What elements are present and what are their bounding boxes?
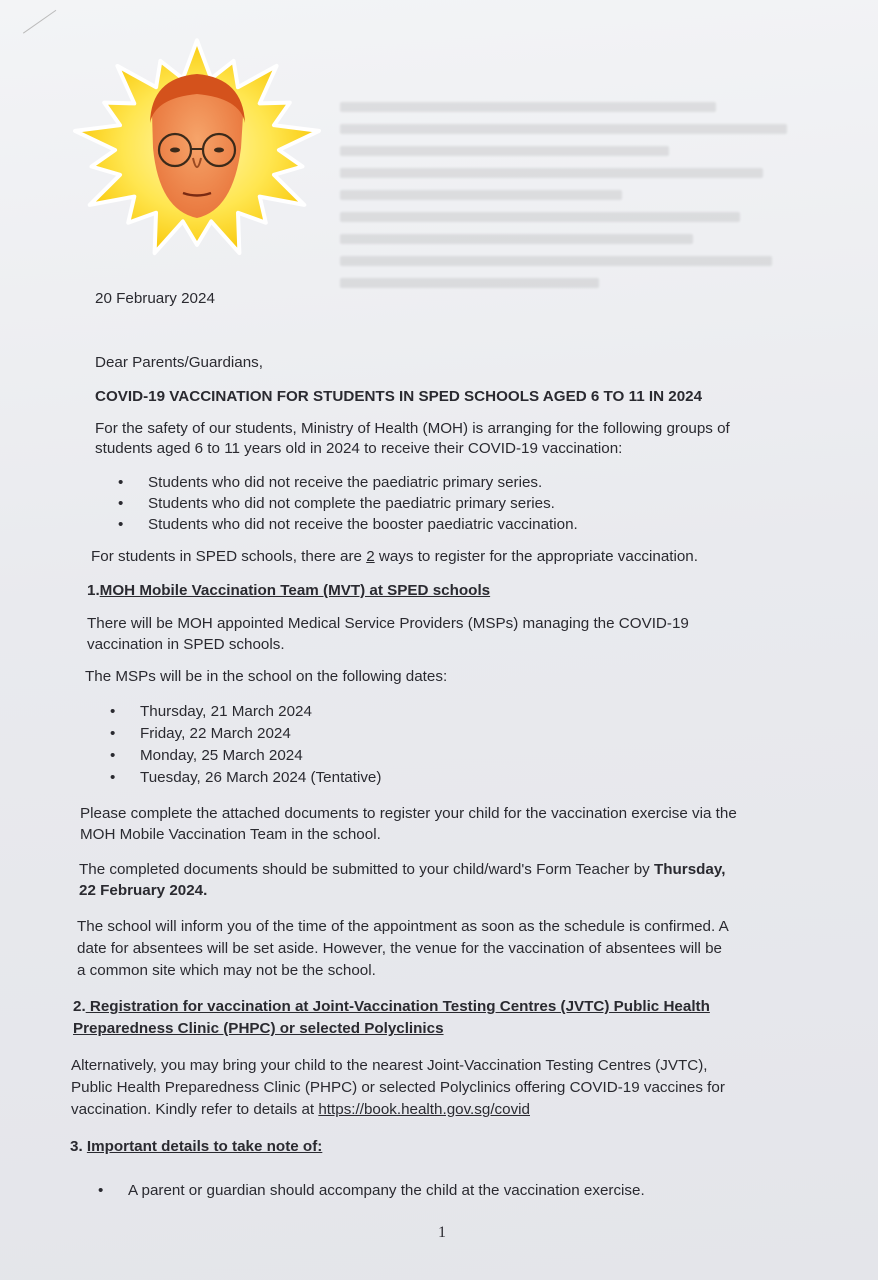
- page-number: 1: [438, 1224, 446, 1241]
- section-3-heading: 3. Important details to take note of:: [70, 1138, 323, 1155]
- list-item: • Monday, 25 March 2024: [110, 747, 303, 764]
- list-item: • A parent or guardian should accompany the child at the vaccination exercise.: [98, 1182, 645, 1199]
- section-1-p4-line-3: a common site which may not be the school.: [77, 962, 376, 979]
- section-1-p4-line-1: The school will inform you of the time of the appointment as soon as the schedule is confirmed. A: [77, 918, 729, 935]
- section-1-p2-line-1: Please complete the attached documents to register your child for the vaccination exercise via the: [80, 805, 737, 822]
- dates-intro: The MSPs will be in the school on the following dates:: [85, 668, 448, 685]
- section-1-p1-line-1: There will be MOH appointed Medical Service Providers (MSPs) managing the COVID-19: [87, 615, 689, 632]
- covid-booking-link[interactable]: https://book.health.gov.sg/covid: [318, 1101, 530, 1118]
- list-item: • Thursday, 21 March 2024: [110, 703, 312, 720]
- section-2-p-line-2: Public Health Preparedness Clinic (PHPC) or selected Polyclinics offering COVID-19 vaccines for: [71, 1079, 725, 1096]
- section-2-p-line-1: Alternatively, you may bring your child to the nearest Joint-Vaccination Testing Centres (JVTC),: [71, 1057, 708, 1074]
- list-item: • Students who did not receive the paediatric primary series.: [118, 474, 543, 491]
- list-item: • Friday, 22 March 2024: [110, 725, 291, 742]
- letter-date: 20 February 2024: [95, 290, 215, 307]
- salutation: Dear Parents/Guardians,: [95, 354, 263, 371]
- bleed-through-text: [340, 90, 810, 390]
- section-2-heading-line-1: 2. Registration for vaccination at Joint-Vaccination Testing Centres (JVTC) Public Health: [73, 998, 710, 1015]
- intro-line-2: students aged 6 to 11 years old in 2024 to receive their COVID-19 vaccination:: [95, 440, 623, 457]
- section-2-heading-line-2: Preparedness Clinic (PHPC) or selected Polyclinics: [73, 1020, 444, 1037]
- section-1-p3-line-1: The completed documents should be submitted to your child/ward's Form Teacher by Thursday,: [79, 861, 726, 878]
- section-1-p2-line-2: MOH Mobile Vaccination Team in the school.: [80, 826, 381, 843]
- section-1-p3-line-2: 22 February 2024.: [79, 882, 208, 899]
- section-2-p-line-3: vaccination. Kindly refer to details at https://book.health.gov.sg/covid: [71, 1101, 530, 1118]
- intro-line-1: For the safety of our students, Ministry of Health (MOH) is arranging for the following groups of: [95, 420, 730, 437]
- ways-sentence: For students in SPED schools, there are 2 ways to register for the appropriate vaccination.: [91, 548, 698, 565]
- section-1-heading: 1.MOH Mobile Vaccination Team (MVT) at SPED schools: [87, 582, 491, 599]
- section-1-p4-line-2: date for absentees will be set aside. However, the venue for the vaccination of absentees will be: [77, 940, 723, 957]
- letter-title: COVID-19 VACCINATION FOR STUDENTS IN SPED SCHOOLS AGED 6 TO 11 IN 2024: [95, 388, 703, 405]
- sun-portrait-sticker: [55, 28, 365, 278]
- section-1-p1-line-2: vaccination in SPED schools.: [87, 636, 285, 653]
- list-item: • Students who did not receive the booster paediatric vaccination.: [118, 516, 578, 533]
- list-item: • Students who did not complete the paediatric primary series.: [118, 495, 555, 512]
- list-item: • Tuesday, 26 March 2024 (Tentative): [110, 769, 382, 786]
- page-fold-line: [0, 0, 56, 34]
